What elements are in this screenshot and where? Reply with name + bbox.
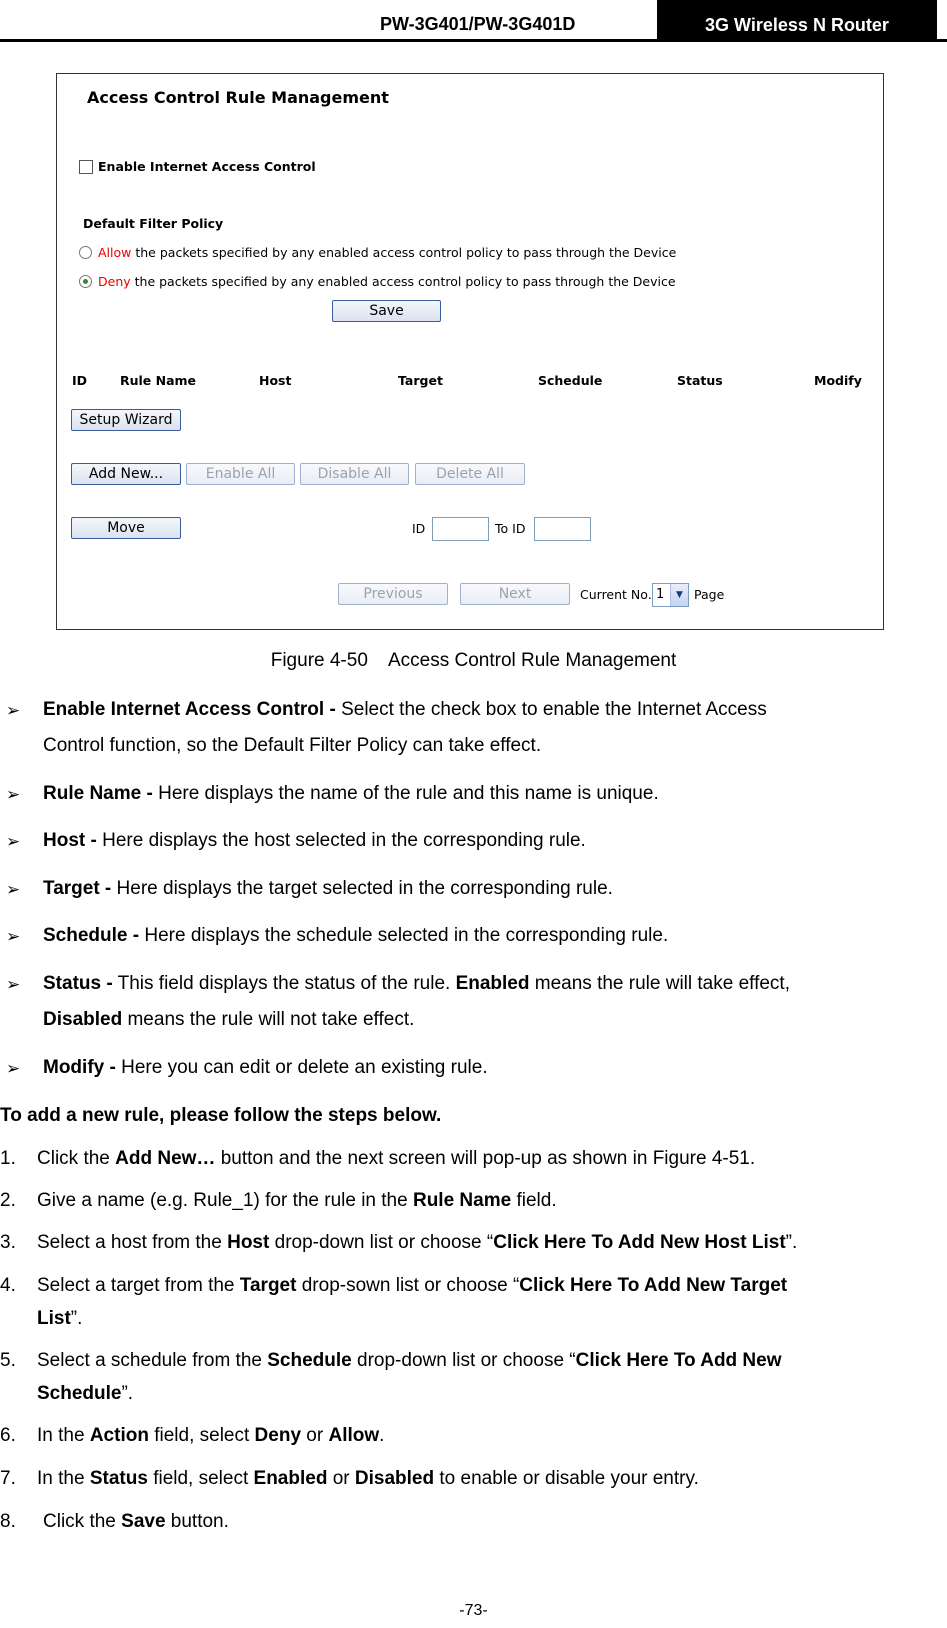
step-text: or [306, 1425, 324, 1446]
step-6 [0, 1418, 384, 1454]
bullet-term: Modify - [43, 1057, 116, 1078]
step-number: 4. [0, 1275, 16, 1296]
step-number: 5. [0, 1350, 16, 1371]
bullet-text: means the rule will take effect, [534, 973, 790, 994]
step-bold: Rule Name [412, 1190, 512, 1211]
step-number: 7. [0, 1468, 16, 1489]
bullet-term: Enable Internet Access Control - [43, 699, 336, 720]
step-text: button. [170, 1511, 229, 1532]
step-text: field, select [154, 1425, 250, 1446]
page-select[interactable] [652, 583, 689, 607]
page-number: -73- [459, 1602, 488, 1619]
step-7 [0, 1461, 699, 1497]
bullet-host [43, 823, 586, 859]
bullet-term: Rule Name - [43, 783, 153, 804]
header-model: PW-3G401/PW-3G401D [380, 14, 576, 34]
step-bold: Deny [254, 1425, 302, 1446]
header-product-tab: 3G Wireless N Router [657, 0, 937, 39]
step-text: Click the [37, 1148, 110, 1169]
step-text: drop-sown list or choose “ [301, 1275, 520, 1296]
bullet-rule-name [43, 776, 659, 812]
step-bold: Schedule [37, 1383, 122, 1404]
step-text: ”. [70, 1308, 83, 1329]
enable-checkbox[interactable] [79, 160, 93, 174]
step-5-cont [37, 1376, 133, 1412]
arrow-bullet-icon: ➢ [6, 880, 21, 899]
step-text: Select a target from the [37, 1275, 235, 1296]
step-5 [0, 1343, 917, 1379]
bullet-text: Here you can edit or delete an existing rule. [121, 1057, 488, 1078]
bullet-term: Host - [43, 830, 97, 851]
current-no-label: Current No. [580, 587, 652, 602]
step-text: Select a host from the [37, 1232, 222, 1253]
step-text: field. [516, 1190, 557, 1211]
disable-all-button[interactable]: Disable All [300, 463, 409, 485]
step-bold: List [37, 1308, 71, 1329]
step-number: 6. [0, 1425, 16, 1446]
bullet-enable-internet [43, 692, 917, 728]
to-id-label: To ID [495, 521, 526, 536]
step-bold: Target [239, 1275, 297, 1296]
allow-radio[interactable] [79, 246, 92, 259]
col-rule-name: Rule Name [120, 373, 197, 388]
chevron-down-icon: ▼ [670, 584, 688, 606]
arrow-bullet-icon: ➢ [6, 1059, 21, 1078]
step-8 [0, 1504, 229, 1540]
bullet-text: Here displays the target selected in the corresponding rule. [116, 878, 613, 899]
step-2 [0, 1183, 557, 1219]
col-target: Target [398, 373, 443, 388]
deny-word: Deny [98, 274, 131, 289]
header-rule [0, 39, 947, 42]
step-bold: Action [89, 1425, 149, 1446]
bullet-target [43, 871, 613, 907]
bullet-text: This field displays the status of the rule. [117, 973, 451, 994]
step-text: In the [37, 1468, 85, 1489]
router-screenshot [56, 73, 884, 630]
deny-option [98, 274, 676, 289]
allow-option [98, 245, 676, 260]
allow-word: Allow [98, 245, 132, 260]
step-text: In the [37, 1425, 85, 1446]
bullet-enabled-word: Enabled [455, 973, 530, 994]
step-text: . [379, 1425, 385, 1446]
bullet-text: Select the check box to enable the Internet Access [341, 699, 767, 720]
to-id-input[interactable] [534, 517, 591, 541]
col-schedule: Schedule [538, 373, 603, 388]
step-number: 2. [0, 1190, 16, 1211]
arrow-bullet-icon: ➢ [6, 975, 21, 994]
arrow-bullet-icon: ➢ [6, 832, 21, 851]
move-button[interactable]: Move [71, 517, 181, 539]
step-text: Click the [43, 1511, 116, 1532]
page-header [0, 0, 947, 42]
screen-title: Access Control Rule Management [87, 88, 389, 107]
step-bold: Schedule [267, 1350, 352, 1371]
step-bold: Enabled [253, 1468, 328, 1489]
step-bold: Click Here To Add New [575, 1350, 782, 1371]
bullet-term: Target - [43, 878, 112, 899]
col-status: Status [677, 373, 723, 388]
step-bold: Save [121, 1511, 166, 1532]
step-bold: Host [227, 1232, 270, 1253]
arrow-bullet-icon: ➢ [6, 701, 21, 720]
step-text: or [332, 1468, 350, 1489]
bullet-text: means the rule will not take effect. [127, 1009, 415, 1030]
arrow-bullet-icon: ➢ [6, 785, 21, 804]
step-1 [0, 1141, 755, 1177]
bullet-text: Here displays the host selected in the corresponding rule. [102, 830, 586, 851]
delete-all-button[interactable]: Delete All [415, 463, 525, 485]
step-text: field, select [153, 1468, 249, 1489]
allow-text: the packets specified by any enabled access control policy to pass through the Device [135, 245, 677, 260]
step-text: Select a schedule from the [37, 1350, 262, 1371]
step-4-cont [37, 1301, 82, 1337]
figure-caption: Figure 4-50 Access Control Rule Management [270, 650, 677, 671]
step-bold: Disabled [354, 1468, 435, 1489]
bullet-status [43, 966, 917, 1002]
page-select-value: 1 [656, 587, 665, 602]
bullet-term: Status - [43, 973, 113, 994]
step-text: ”. [121, 1383, 134, 1404]
steps-heading: To add a new rule, please follow the steps below. [0, 1105, 442, 1126]
col-modify: Modify [814, 373, 862, 388]
bullet-modify [43, 1050, 488, 1086]
step-bold: Click Here To Add New Target [519, 1275, 788, 1296]
step-text: drop-down list or choose “ [274, 1232, 494, 1253]
arrow-bullet-icon: ➢ [6, 927, 21, 946]
col-host: Host [259, 373, 292, 388]
step-number: 1. [0, 1148, 16, 1169]
step-bold: Click Here To Add New Host List [493, 1232, 786, 1253]
step-text: to enable or disable your entry. [439, 1468, 699, 1489]
policy-label: Default Filter Policy [83, 216, 224, 231]
setup-wizard-button[interactable]: Setup Wizard [71, 409, 181, 431]
bullet-schedule [43, 918, 668, 954]
step-3 [0, 1225, 797, 1261]
bullet-status-cont [43, 1002, 414, 1038]
page-label: Page [694, 587, 725, 602]
id-label: ID [412, 521, 426, 536]
step-text: button and the next screen will pop-up as shown in Figure 4-51. [220, 1148, 756, 1169]
save-button[interactable]: Save [332, 300, 441, 322]
enable-label: Enable Internet Access Control [98, 159, 316, 174]
add-new-button[interactable]: Add New... [71, 463, 181, 485]
bullet-text: Here displays the name of the rule and this name is unique. [158, 783, 659, 804]
previous-button[interactable]: Previous [338, 583, 448, 605]
step-4 [0, 1268, 917, 1304]
bullet-text: Here displays the schedule selected in the corresponding rule. [144, 925, 669, 946]
step-text: ”. [785, 1232, 798, 1253]
bullet-disabled-word: Disabled [43, 1009, 123, 1030]
deny-text: the packets specified by any enabled access control policy to pass through the Device [134, 274, 676, 289]
step-bold: Status [89, 1468, 148, 1489]
next-button[interactable]: Next [460, 583, 570, 605]
col-id: ID [72, 373, 88, 388]
enable-all-button[interactable]: Enable All [186, 463, 295, 485]
id-input[interactable] [432, 517, 489, 541]
bullet-enable-internet-cont: Control function, so the Default Filter Policy can take effect. [43, 735, 542, 756]
step-bold: Add New… [115, 1148, 216, 1169]
step-text: Give a name (e.g. Rule_1) for the rule in the [37, 1190, 408, 1211]
deny-radio[interactable] [79, 275, 92, 288]
step-number: 8. [0, 1511, 16, 1532]
step-text: drop-down list or choose “ [357, 1350, 576, 1371]
bullet-term: Schedule - [43, 925, 140, 946]
step-bold: Allow [328, 1425, 380, 1446]
step-number: 3. [0, 1232, 16, 1253]
